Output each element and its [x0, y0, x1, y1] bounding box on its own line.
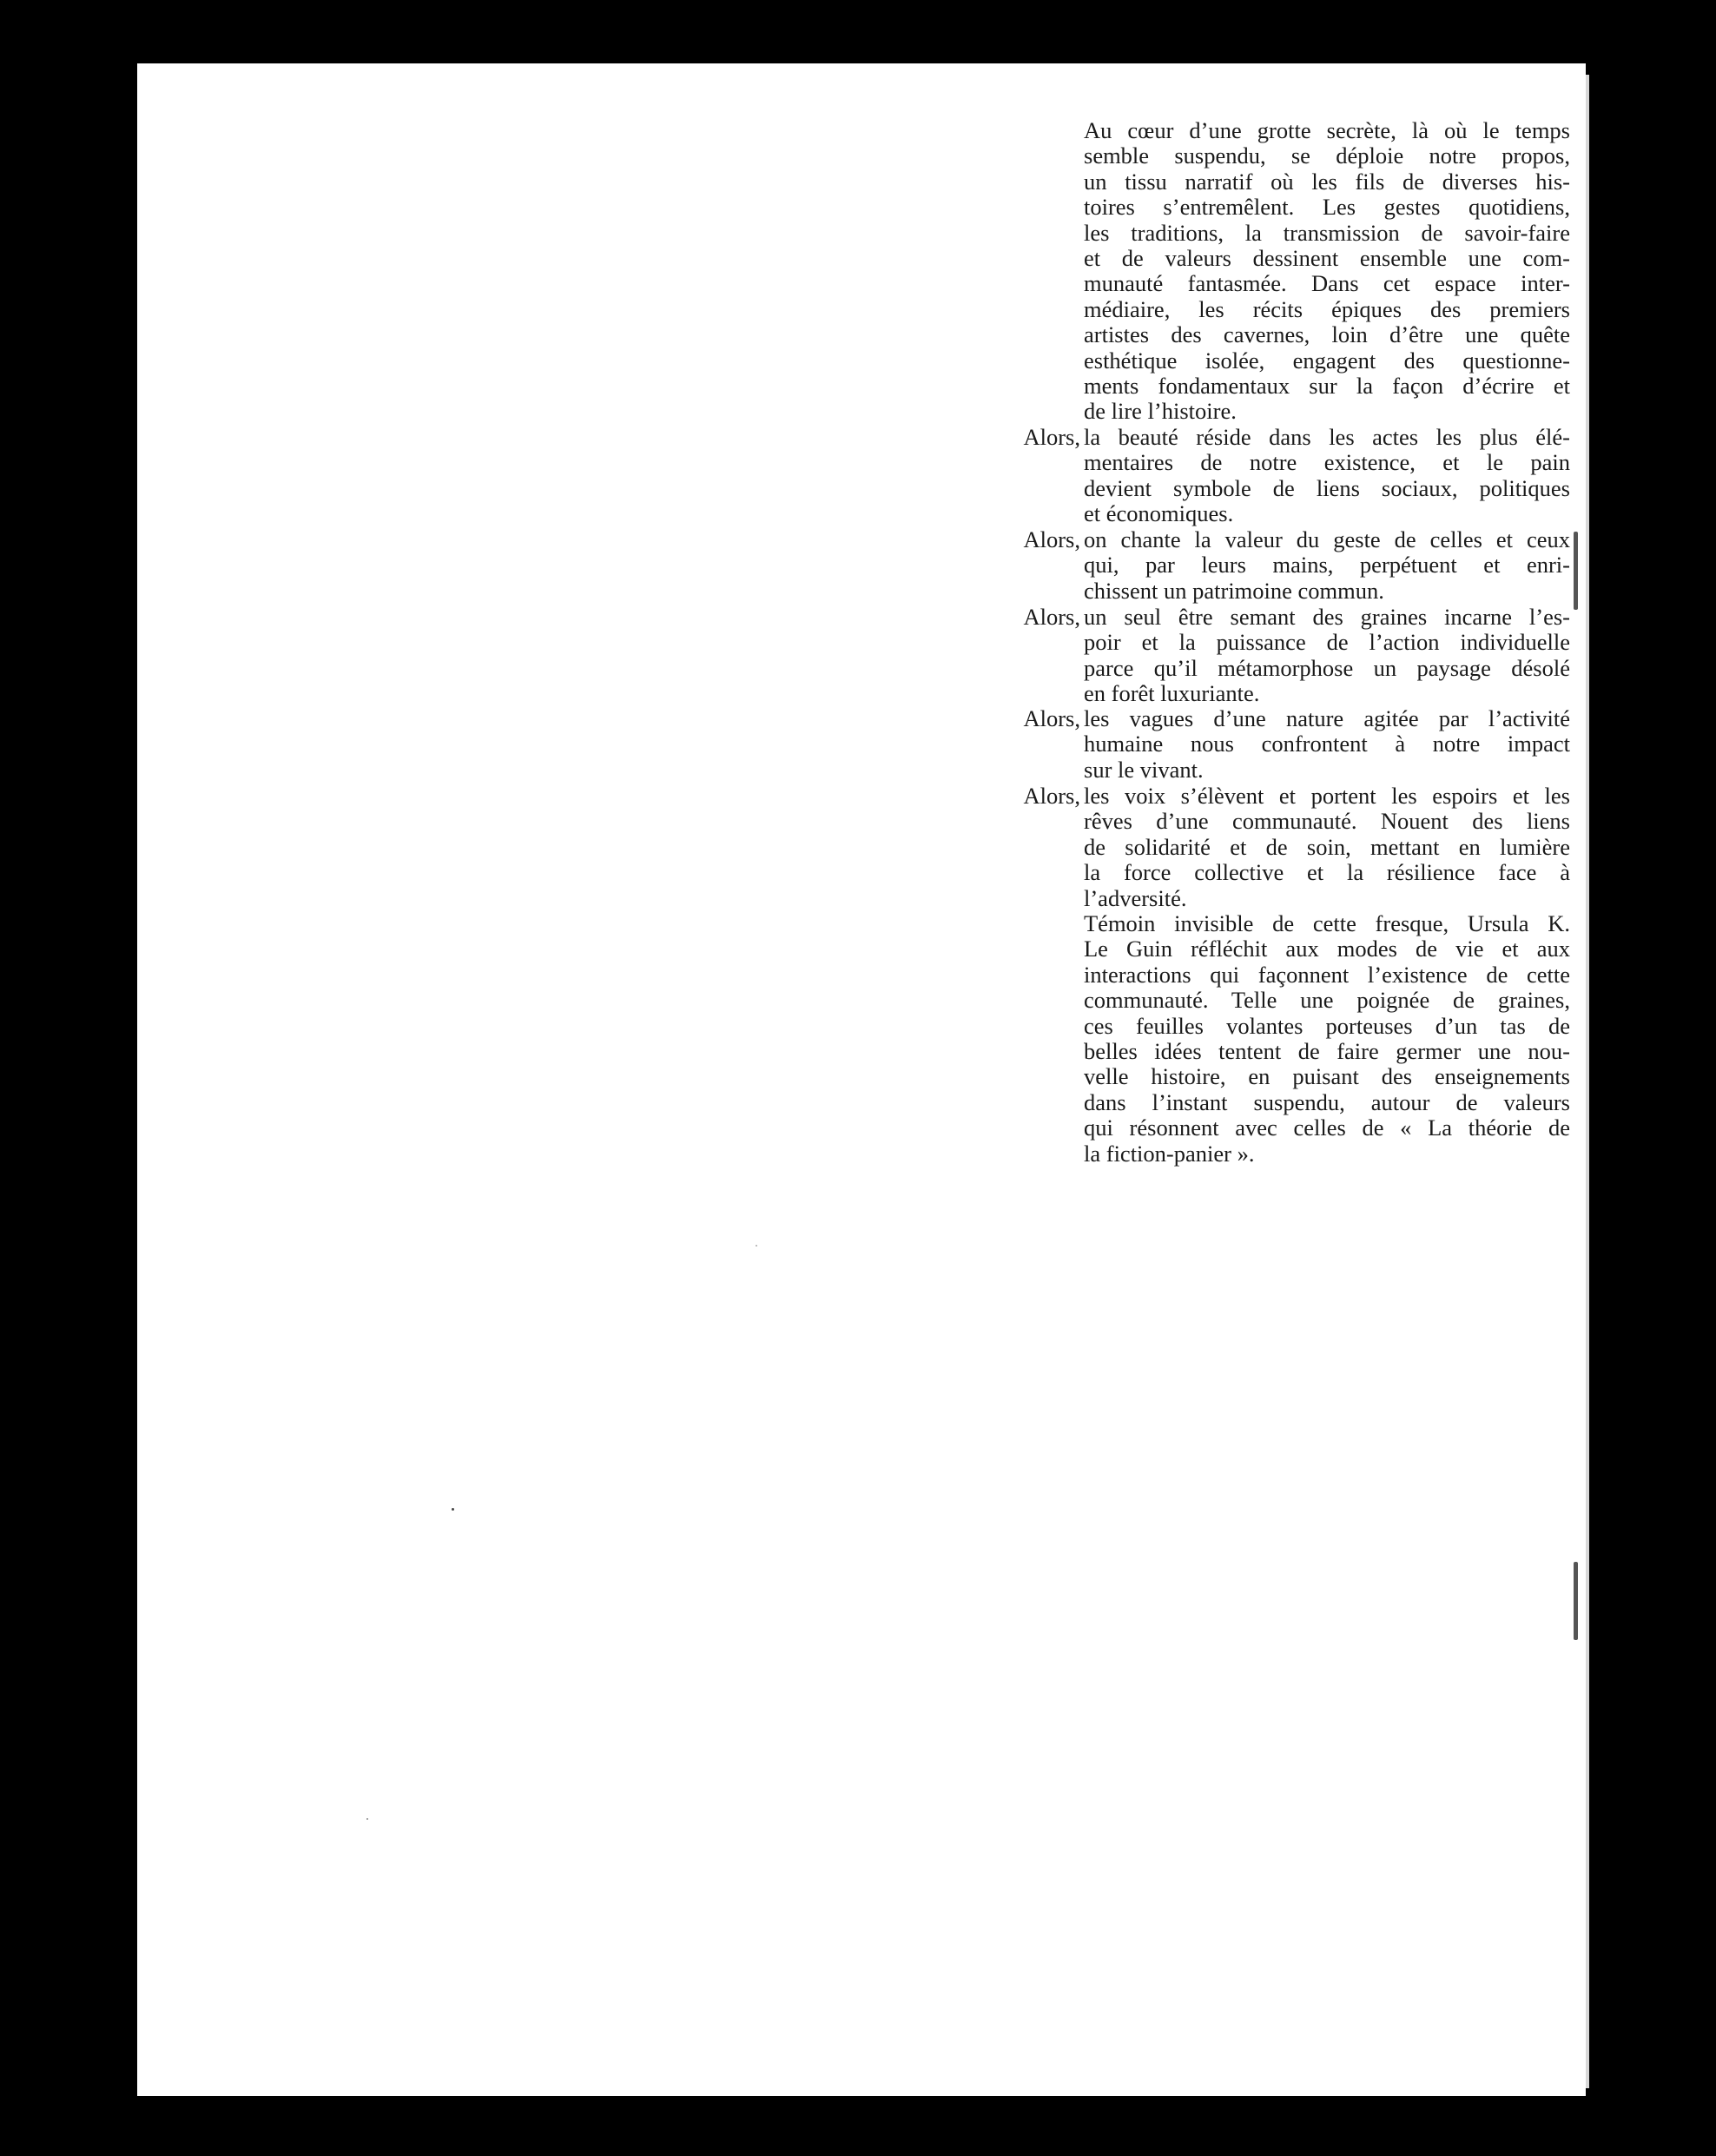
text-line: rêves d’une communauté. Nouent des liens [1084, 808, 1570, 835]
text-line: chissent un patrimoine commun. [1084, 577, 1384, 604]
text-line: en forêt luxuriante. [1084, 680, 1260, 707]
page-sheet [137, 63, 1586, 2096]
text-line: Le Guin réfléchit aux modes de vie et aux [1084, 936, 1570, 962]
text-line: Au cœur d’une grotte secrète, là où le temps [1084, 117, 1570, 143]
page-edge-shadow [1586, 75, 1589, 2088]
text-line: de solidarité et de soin, mettant en lumière [1084, 833, 1570, 860]
text-line: communauté. Telle une poignée de graines, [1084, 987, 1570, 1014]
text-line: la force collective et la résilience face à [1084, 859, 1570, 886]
dust-speck [452, 1508, 454, 1511]
text-line: les vagues d’une nature agitée par l’activité [1084, 705, 1570, 731]
text-line: artistes des cavernes, loin d’être une quête [1084, 321, 1570, 348]
stanza-text [1084, 527, 1570, 604]
dust-speck [756, 1245, 757, 1247]
stanza-label: Alors, [1023, 424, 1080, 450]
text-line: devient symbole de liens sociaux, politiques [1084, 474, 1570, 501]
text-line: dans l’instant suspendu, autour de valeurs [1084, 1088, 1570, 1115]
dust-speck [366, 1818, 368, 1820]
text-line: un tissu narratif où les fils de diverses his- [1084, 168, 1570, 195]
text-line: Témoin invisible de cette fresque, Ursula K. [1084, 910, 1570, 936]
text-line: mentaires de notre existence, et le pain [1084, 449, 1570, 476]
text-line: parce qu’il métamorphose un paysage désolé [1084, 654, 1570, 681]
stanza-label: Alors, [1023, 604, 1080, 630]
text-line: semble suspendu, se déploie notre propos, [1084, 142, 1570, 169]
stanza-label: Alors, [1023, 783, 1080, 809]
text-line: médiaire, les récits épiques des premiers [1084, 295, 1570, 322]
stanza-text [1084, 605, 1570, 707]
text-line: l’adversité. [1084, 884, 1187, 911]
text-line: toires s’entremêlent. Les gestes quotidiens, [1084, 194, 1570, 221]
text-line: et de valeurs dessinent ensemble une com- [1084, 245, 1570, 272]
text-line: interactions qui façonnent l’existence de cette [1084, 961, 1570, 988]
text-line: les voix s’élèvent et portent les espoirs et les [1084, 783, 1570, 809]
text-line: humaine nous confrontent à notre impact [1084, 731, 1570, 757]
intro-paragraph [1084, 118, 1570, 425]
closing-paragraph [1084, 911, 1570, 1167]
text-line: un seul être semant des graines incarne l’es- [1084, 604, 1570, 630]
text-line: et économiques. [1084, 500, 1234, 527]
text-line: de lire l’histoire. [1084, 398, 1237, 425]
stanza-text [1084, 784, 1570, 911]
text-line: ments fondamentaux sur la façon d’écrire et [1084, 373, 1570, 400]
stanza-label: Alors, [1023, 526, 1080, 552]
stanza-text [1084, 706, 1570, 783]
text-line: les traditions, la transmission de savoir-faire [1084, 219, 1570, 246]
text-line: munauté fantasmée. Dans cet espace inter- [1084, 270, 1570, 297]
text-line: qui, par leurs mains, perpétuent et enri- [1084, 552, 1570, 579]
text-line: ces feuilles volantes porteuses d’un tas de [1084, 1012, 1570, 1039]
text-line: poir et la puissance de l’action individuelle [1084, 629, 1570, 656]
text-line: on chante la valeur du geste de celles et ceux [1084, 526, 1570, 552]
text-line: qui résonnent avec celles de « La théorie de [1084, 1114, 1570, 1141]
stanza-label: Alors, [1023, 705, 1080, 731]
stanza-text [1084, 425, 1570, 527]
text-line: sur le vivant. [1084, 756, 1204, 783]
text-line: la beauté réside dans les actes les plus élé- [1084, 424, 1570, 450]
text-line: la fiction-panier ». [1084, 1140, 1255, 1167]
text-line: esthétique isolée, engagent des questionne- [1084, 347, 1570, 374]
text-line: velle histoire, en puisant des enseignements [1084, 1063, 1570, 1090]
binding-clip-mark [1574, 1562, 1578, 1640]
text-line: belles idées tentent de faire germer une nou- [1084, 1038, 1570, 1065]
binding-clip-mark [1574, 532, 1578, 610]
